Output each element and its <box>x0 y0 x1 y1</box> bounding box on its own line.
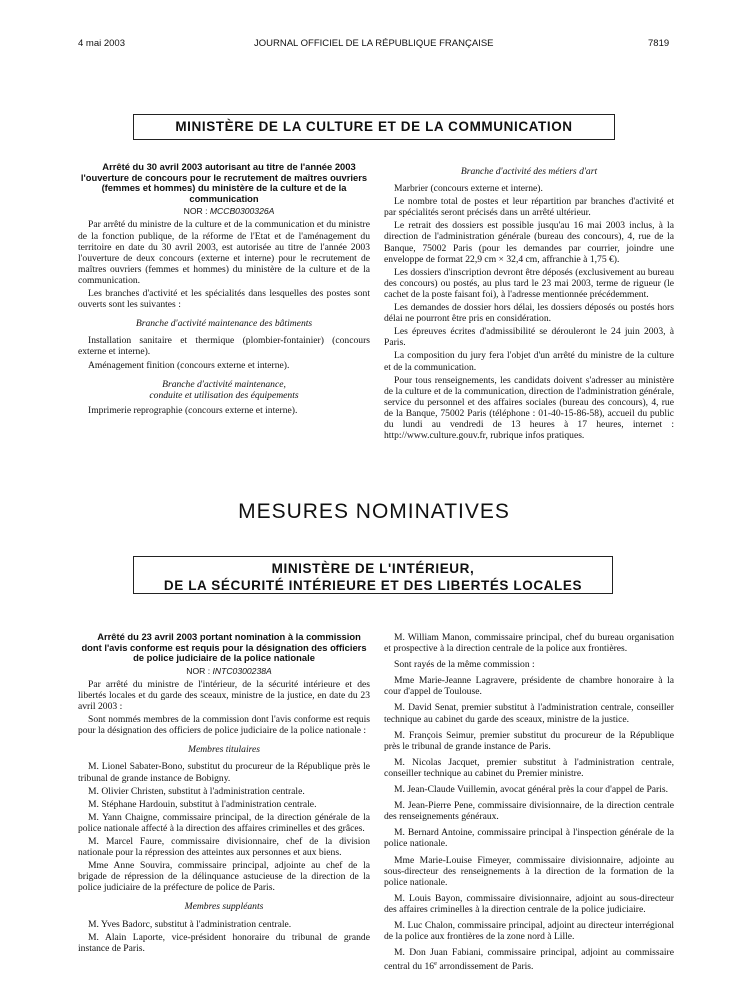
paragraph: Pour tous renseignements, les candidats doivent s'adresser au ministère de la culture et de la communication, direction de l'administration générale, service du personnel et des affaires sociales (bureau des concours), 4, rue de la Banque, 75002 Paris (téléphone : 01-40-15-86-58), accueil du public du lundi au vendredi de 13 heures à 17 heures, internet : http://www.culture.gouv.fr, rubrique infos pratiques. <box>384 374 674 442</box>
list-item: M. Jean-Claude Vuillemin, avocat général près la cour d'appel de Paris. <box>394 784 669 796</box>
section-heading-mesures: MESURES NOMINATIVES <box>238 500 510 523</box>
paragraph: Les dossiers d'inscription devront être déposés (exclusivement au bureau des concours) ou postés, au plus tard le 23 mai 2003, terme de rigueur (le cachet de la poste faisant foi), à l'adresse mentionnée précédemment. <box>384 266 674 300</box>
list-item: M. Louis Bayon, commissaire divisionnaire, adjoint au sous-directeur des affaires criminelles à la direction centrale de la police judiciaire. <box>384 892 674 915</box>
list-item: M. David Senat, premier substitut à l'administration centrale, conseiller technique au cabinet du garde des sceaux, ministre de la justice. <box>384 702 674 725</box>
list-item: M. Olivier Christen, substitut à l'administration centrale. <box>88 785 305 797</box>
paragraph: Installation sanitaire et thermique (plombier-fontainier) (concours externe et interne). <box>78 335 370 358</box>
paragraph: Le nombre total de postes et leur répartition par branches d'activité et par spécialités seront précisés dans un arrêté ultérieur. <box>384 196 674 219</box>
list-item: Mme Anne Souvira, commissaire principal, adjointe au chef de la brigade de répression de la délinquance astucieuse de la direction de la police judiciaire de la préfecture de police de Paris. <box>78 860 370 894</box>
branch-heading: Branche d'activité maintenance des bâtiments <box>135 318 313 330</box>
paragraph: Par arrêté du ministre de l'intérieur, de la sécurité intérieure et des libertés locales et du garde des sceaux, ministre de la justice, en date du 23 avril 2003 : <box>78 678 370 713</box>
paragraph: Sont rayés de la même commission : <box>394 659 535 671</box>
text: arrondissement de Paris. <box>436 961 534 973</box>
section2-left-column <box>78 632 370 956</box>
list-item: M. William Manon, commissaire principal, chef du bureau organisation et prospective à la direction centrale de la police aux frontières. <box>384 632 674 655</box>
nor-reference-interieur <box>78 666 370 677</box>
list-item: M. Bernard Antoine, commissaire principal à l'inspection générale de la police nationale. <box>384 827 674 850</box>
superscript: e <box>434 960 437 968</box>
nor-reference-culture <box>78 206 370 217</box>
list-item: M. Stéphane Hardouin, substitut à l'administration centrale. <box>88 798 317 810</box>
list-item: M. François Seimur, premier substitut du procureur de la République près le tribunal de grande instance de Paris. <box>384 729 674 752</box>
header-date: 4 mai 2003 <box>78 38 126 49</box>
branch-heading: conduite et utilisation des équipements <box>149 389 299 401</box>
list-item: M. Lionel Sabater-Bono, substitut du procureur de la République près le tribunal de grande instance de Bobigny. <box>78 761 370 784</box>
list-item <box>384 947 674 972</box>
ministry-culture-box: MINISTÈRE DE LA CULTURE ET DE LA COMMUNICATION <box>133 114 615 140</box>
paragraph: Marbrier (concours externe et interne). <box>394 183 543 195</box>
section1-left-column <box>78 162 370 418</box>
section2-right-column <box>384 632 674 975</box>
paragraph: Les épreuves écrites d'admissibilité se dérouleront le 24 juin 2003, à Paris. <box>384 326 674 349</box>
list-item: M. Marcel Faure, commissaire divisionnaire, chef de la division nationale pour la répression des atteintes aux personnes et aux biens. <box>78 836 370 859</box>
list-item: M. Yann Chaigne, commissaire principal, de la direction générale de la police nationale affecté à la direction des affaires criminelles et des grâces. <box>78 811 370 834</box>
branch-heading: Branche d'activité maintenance, <box>162 378 286 390</box>
list-item: Mme Marie-Jeanne Lagravere, présidente de chambre honoraire à la cour d'appel de Toulouse. <box>384 675 674 698</box>
paragraph: Aménagement finition (concours externe et interne). <box>88 359 290 371</box>
page-number: 7819 <box>648 38 670 49</box>
members-heading: Membres suppléants <box>184 901 264 913</box>
list-item: M. Nicolas Jacquet, premier substitut à l'administration centrale, conseiller technique au cabinet du Premier ministre. <box>384 756 674 779</box>
list-item: M. Jean-Pierre Pene, commissaire divisionnaire, de la direction centrale des renseignements généraux. <box>384 800 674 823</box>
journal-title: JOURNAL OFFICIEL DE LA RÉPUBLIQUE FRANÇAISE <box>254 38 494 49</box>
paragraph: Par arrêté du ministre de la culture et de la communication et du ministre de la fonction publique, de la réforme de l'Etat et de l'aménagement du territoire en date du 30 avril 2003, est autorisée au titre de l'année 2003 l'ouverture de deux concours (externe et interne) pour le recrutement de maîtres ouvriers (femmes et hommes) du ministère de la culture et de la communication. <box>78 219 370 286</box>
arrete-title-interieur: Arrêté du 23 avril 2003 portant nomination à la commission dont l'avis conforme est requis pour la désignation des officiers de police judiciaire de la police nationale <box>81 631 367 664</box>
list-item: M. Yves Badorc, substitut à l'administration centrale. <box>88 918 292 930</box>
paragraph: Imprimerie reprographie (concours externe et interne). <box>88 404 298 416</box>
text: M. Don Juan Fabiani, commissaire principal, adjoint au commissaire central du 16 <box>384 947 674 973</box>
ministry-line: MINISTÈRE DE L'INTÉRIEUR, <box>271 561 475 576</box>
paragraph: Les demandes de dossier hors délai, les dossiers déposés ou postés hors délai ne pourront être pris en considération. <box>384 302 674 325</box>
nor-label: NOR : <box>186 665 213 676</box>
arrete-title-culture: Arrêté du 30 avril 2003 autorisant au titre de l'année 2003 l'ouverture de concours pour le recrutement de maîtres ouvriers (femmes et hommes) du ministère de la culture et de la communication <box>80 161 368 204</box>
nor-label: NOR : <box>183 206 210 217</box>
ministry-interieur-box <box>133 556 613 594</box>
paragraph: La composition du jury fera l'objet d'un arrêté du ministre de la culture et de la communication. <box>384 350 674 373</box>
list-item: M. Alain Laporte, vice-président honoraire du tribunal de grande instance de Paris. <box>78 931 370 954</box>
paragraph: Sont nommés membres de la commission dont l'avis conforme est requis pour la désignation des officiers de police judiciaire de la police nationale : <box>78 714 370 737</box>
nor-code: MCCB0300326A <box>209 206 275 217</box>
list-item: M. Luc Chalon, commissaire principal, adjoint au directeur interrégional de la police aux frontières de la zone nord à Lille. <box>384 919 674 943</box>
paragraph: Les branches d'activité et les spécialités dans lesquelles des postes sont ouverts sont les suivantes : <box>78 288 370 311</box>
section1-right-column <box>384 166 674 443</box>
ministry-line: DE LA SÉCURITÉ INTÉRIEURE ET DES LIBERTÉS LOCALES <box>163 578 583 593</box>
nor-code: INTC0300238A <box>212 665 272 676</box>
branch-heading: Branche d'activité des métiers d'art <box>460 166 598 177</box>
members-heading: Membres titulaires <box>187 744 261 756</box>
paragraph: Le retrait des dossiers est possible jusqu'au 16 mai 2003 inclus, à la direction de l'administration générale (bureau des concours), 4, rue de la Banque, 75002 Paris (pour les demandes par courrier, joindre une enveloppe de format 22,9 cm × 32,4 cm, affranchie à 1,75 €). <box>384 220 674 265</box>
list-item: Mme Marie-Louise Fimeyer, commissaire divisionnaire, adjointe au sous-directeur des renseignements à la direction de la formation de la police nationale. <box>384 854 674 888</box>
